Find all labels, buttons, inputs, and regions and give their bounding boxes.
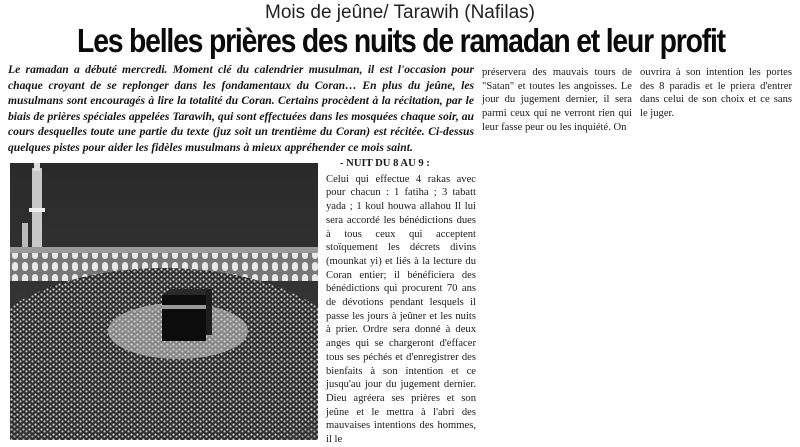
mecca-photo [10,163,318,440]
column-2 [326,157,476,447]
column-3-text: préservera des mauvais tours de "Satan" et toutes les angoisses. Le jour du jugement dernier, il sera parmi ceux qui ne verront rien qui leur fasse peur ou les inquiété. On [482,67,632,133]
night-subhead: - NUIT DU 8 AU 9 : [340,158,430,169]
column-2-text: Celui qui effectue 4 rakas avec pour chacun : 1 fatiha ; 3 tabatt yada ; 1 koul houwa allahou Il lui sera accordé les bénédictions dues à tous ceux qui acceptent stoïquement les décrets divins (mounkat yi) et liés à la lecture du Coran entier; il bénéficiera des bénédictions qui procurent 70 ans de dévotions pendant lesquels il passe les jours à jeûner et les nuits à prier. Ordre sera donné à deux anges qui se chargeront d'effacer tous ses péchés et d'enregistrer des bienfaits à son intention et ce jusqu'au jour du jugement dernier. Dieu agréera ses prières et son jeûne et le mettra à l'abri des mauvaises intentions des hommes, il le [326,173,476,446]
intro-paragraph: Le ramadan a débuté mercredi. Moment clé du calendrier musulman, il est l'occasion pour chaque croyant de se replonger dans les fondamentaux du Coran… En plus du jeûne, les musulmans sont encouragés à lire la totalité du Coran. Certains procèdent à la récitation, par le biais de prières spéciales appelées Tarawih, qui sont effectuées dans les mosquées chaque soir, au cours desquelles toute une partie du texte (juz soit un trentième du Coran) est récitée. Ci-dessus quelques pistes pour aider les fidèles musulmans à mieux appréhender ce mois saint. [8,63,474,154]
kaaba [162,289,212,341]
column-4 [640,66,792,121]
kicker: Mois de jeûne/ Tarawih (Nafilas) [265,2,535,23]
headline: Les belles prières des nuits de ramadan et leur profit [77,22,725,59]
column-3 [482,66,632,135]
column-4-text: ouvrira à son intention les portes des 8 paradis et le priera d'entrer dans celui de son choix et ce sans le juger. [640,67,792,120]
